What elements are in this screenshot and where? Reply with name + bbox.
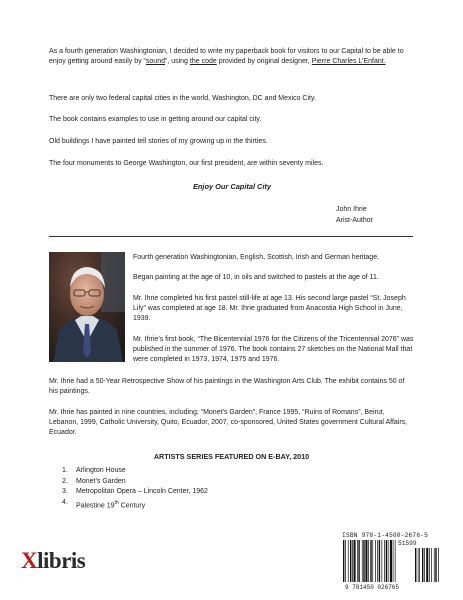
- barcode-bar: [435, 548, 436, 582]
- barcode-bar: [429, 548, 430, 582]
- barcode-bar: [418, 548, 419, 582]
- bio-retrospective: Mr. Ihrie had a 50-Year Retrospective Show of his paintings in the Washington Arts Club. The exhibit contains 50 of his paintings.: [49, 378, 405, 395]
- intro-paragraph-4: Old buildings I have painted tell stories of my growing up in the thirties.: [49, 138, 268, 145]
- barcode-bar: [384, 540, 385, 582]
- list-item: 4. Palestine 19th Century: [62, 498, 146, 509]
- barcode-bar: [419, 548, 420, 582]
- barcode-bar: [424, 548, 425, 582]
- bio-countries: Mr. Ihrie has painted in nine countries, including; “Monet’s Garden”, France 1995, “Ruins of Romans”, Beirut, Lebanon, 1999, Catholic University, Quito, Ecuador, 2007, co-sponsored, United States government Cultural Affairs, Ecuador.: [49, 409, 408, 436]
- list-item: 3. Metropolitan Opera – Lincoln Center, 1962: [62, 488, 208, 495]
- bio-painting-start: Began painting at the age of 10, in oils and switched to pastels at the age of 11.: [133, 274, 379, 281]
- bio-heritage: Fourth generation Washingtonian, English, Scottish, Irish and German heritage.: [133, 254, 380, 261]
- barcode-bar: [393, 540, 394, 582]
- barcode-bar: [386, 540, 387, 582]
- bio-first-book: Mr. Ihrie’s first book, “The Bicentennial 1976 for the Citizens of the Tricentennial 2076” was published in the summer of 1976. The book contains 27 sketches on the National Mall that were completed in 1973, 1974, 1975 and 1976.: [133, 336, 414, 363]
- code-link: the code: [189, 58, 217, 65]
- barcode-bar: [368, 540, 369, 582]
- barcode-bar: [365, 540, 367, 582]
- barcode-bar: [343, 540, 344, 582]
- barcode-bar: [377, 540, 378, 582]
- designer-link: Pierre Charles L’Enfant.: [311, 58, 386, 65]
- barcode-bar: [422, 548, 423, 582]
- barcode-bar: [357, 540, 358, 582]
- price-code: 51599: [398, 540, 417, 547]
- intro-paragraph-5: The four monuments to George Washington, our first president, are within seventy miles.: [49, 160, 324, 167]
- barcode: [343, 540, 443, 582]
- intro-paragraph-3: The book contains examples to use in getting around our capital city.: [49, 116, 262, 123]
- barcode-bar: [352, 540, 353, 582]
- barcode-bar: [434, 548, 435, 582]
- barcode-bar: [390, 540, 392, 582]
- barcode-bar: [370, 540, 371, 582]
- series-heading: ARTISTS SERIES FEATURED ON E-BAY, 2010: [153, 452, 310, 461]
- barcode-bar: [372, 540, 373, 582]
- divider: [49, 236, 413, 237]
- barcode-bar: [415, 548, 416, 582]
- tagline: Enjoy Our Capital City: [192, 182, 272, 191]
- list-item: 1. Arlington House: [62, 467, 126, 474]
- barcode-bar: [363, 540, 364, 582]
- barcode-bar: [382, 540, 383, 582]
- barcode-bar: [438, 548, 439, 582]
- series-list: [62, 466, 208, 511]
- sound-link: sound: [145, 58, 165, 65]
- intro-paragraph-2: There are only two federal capital cities in the world, Washington, DC and Mexico City.: [49, 95, 316, 102]
- signature-name: John Ihrie: [336, 206, 367, 213]
- barcode-bar: [426, 548, 428, 582]
- barcode-bar: [348, 540, 349, 582]
- barcode-bar: [350, 540, 351, 582]
- barcode-digits: 9 781450 026765: [345, 584, 400, 591]
- signature-role: Arist-Author: [336, 217, 373, 224]
- author-photo: [49, 252, 125, 362]
- intro-paragraph-1: As a fourth generation Washingtonian, I decided to write my paperback book for visitors to our Capital to be able to enjoy getting around easily by “sound”, using the code provided by original designer, Pierre Charles L’Enfant.: [49, 48, 404, 65]
- barcode-bar: [362, 540, 363, 582]
- isbn-label: ISBN 978-1-4500-2676-5: [342, 532, 429, 539]
- barcode-bar: [354, 540, 356, 582]
- barcode-bar: [388, 540, 389, 582]
- bio-early-works: Mr. Ihrie completed his first pastel still-life at age 13. His second large pastel “St. Joseph Lily” was completed at age 18. Mr. Ihrie graduated from Anacostia High School in June, 1939.: [133, 295, 406, 322]
- barcode-bar: [379, 540, 380, 582]
- barcode-bar: [375, 540, 376, 582]
- barcode-bar: [345, 540, 346, 582]
- publisher-logo: Xlibris: [21, 548, 86, 573]
- barcode-bar: [358, 540, 359, 582]
- barcode-bar: [431, 548, 432, 582]
- barcode-bar: [395, 540, 396, 582]
- list-item: 2. Monet’s Garden: [62, 477, 126, 485]
